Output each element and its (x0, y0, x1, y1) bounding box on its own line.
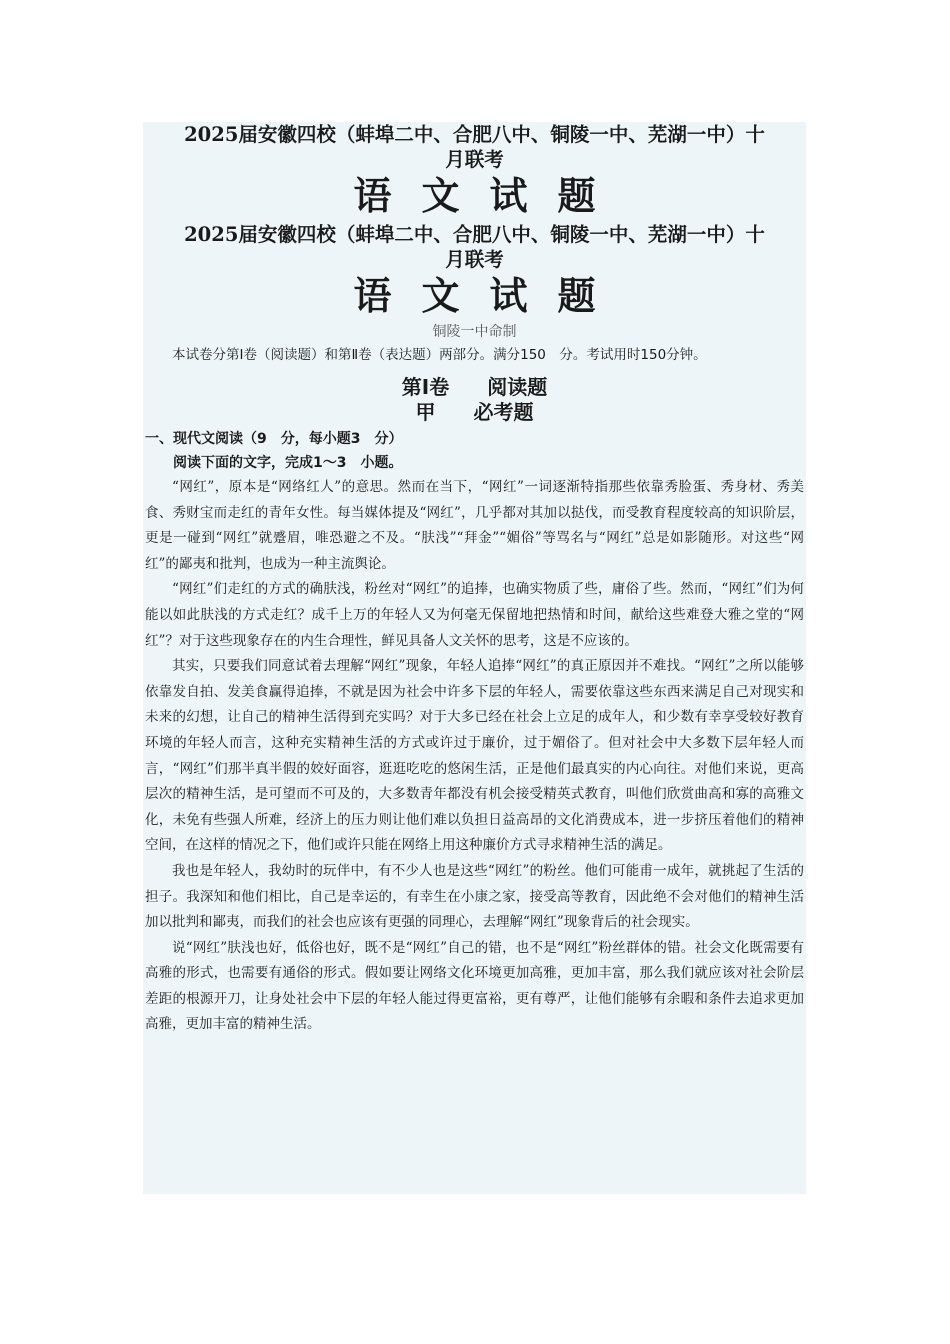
exam-intro: 本试卷分第Ⅰ卷（阅读题）和第Ⅱ卷（表达题）两部分。满分150 分。考试用时150分钟。 (172, 347, 707, 363)
volume-name: 阅读题 (487, 375, 548, 399)
volume-heading (145, 375, 804, 400)
passage-paragraph: 其实，只要我们同意试着去理解“网红”现象，年轻人追捧“网红”的真正原因并不难找。“网红”之所以能够依靠发自拍、发美食赢得追捧，不就是因为社会中许多下层的年轻人，需要依靠这些东西来满足自己对现实和未来的幻想，让自己的精神生活得到充实吗？对于大多已经在社会上立足的成年人，和少数有幸享受较好教育环境的年轻人而言，这种充实精神生活的方式或许过于廉价，过于媚俗了。但对社会中大多数下层年轻人而言，“网红”们那半真半假的姣好面容，逛逛吃吃的悠闲生活，正是他们最真实的内心向往。对他们来说，更高层次的精神生活，是可望而不可及的，大多数青年都没有机会接受精英式教育，叫他们欣赏曲高和寡的高雅文化，未免有些强人所难，经济上的压力则让他们难以负担日益高昂的文化消费成本，进一步挤压着他们的精神空间，在这样的情况之下，他们或许只能在网络上用这种廉价方式寻求精神生活的满足。 (145, 658, 804, 854)
exam-page (143, 122, 806, 1194)
exam-header-title-repeat-line2: 月联考 (445, 248, 504, 271)
passage-paragraph: “网红”们走红的方式的确肤浅，粉丝对“网红”的追捧，也确实物质了些，庸俗了些。然而，“网红”们为何能以如此肤浅的方式走红？成千上万的年轻人又为何毫无保留地把热情和时间，献给这些难登大雅之堂的“网红”？对于这些现象存在的内生合理性，鲜见具备人文关怀的思考，这是不应该的。 (145, 581, 804, 649)
subject-title: 语文试题 (353, 173, 626, 218)
question-heading: 一、现代文阅读（9 分，每小题3 分） (145, 431, 403, 447)
exam-header-title-line1: 2025届安徽四校（蚌埠二中、合肥八中、铜陵一中、芜湖一中）十 (184, 123, 765, 146)
exam-header-title-line2: 月联考 (445, 148, 504, 171)
volume-label: 第Ⅰ卷 (401, 375, 450, 399)
question-instruction: 阅读下面的文字，完成1～3 小题。 (173, 455, 403, 471)
part-heading (145, 400, 804, 425)
part-name: 必考题 (473, 400, 534, 424)
passage-paragraph: 说“网红”肤浅也好，低俗也好，既不是“网红”自己的错，也不是“网红”粉丝群体的错。社会文化既需要有高雅的形式，也需要有通俗的形式。假如要让网络文化环境更加高雅，更加丰富，那么我们就应该对社会阶层差距的根源开刀，让身处社会中下层的年轻人能过得更富裕，更有尊严，让他们能够有余暇和条件去追求更加高雅，更加丰富的精神生活。 (145, 939, 804, 1033)
subject-title-repeat: 语文试题 (353, 273, 626, 318)
part-label: 甲 (415, 400, 436, 424)
exam-header-title-repeat-line1: 2025届安徽四校（蚌埠二中、合肥八中、铜陵一中、芜湖一中）十 (184, 223, 765, 246)
passage-paragraph: 我也是年轻人，我幼时的玩伴中，有不少人也是这些“网红”的粉丝。他们可能甫一成年，就挑起了生活的担子。我深知和他们相比，自己是幸运的，有幸生在小康之家，接受高等教育，因此绝不会对他们的精神生活加以批判和鄙夷，而我们的社会也应该有更强的同理心，去理解“网红”现象背后的社会现实。 (145, 862, 804, 931)
passage-paragraph: “网红”，原本是“网络红人”的意思。然而在当下，“网红”一词逐渐特指那些依靠秀脸蛋、秀身材、秀美食、秀财宝而走红的青年女性。每当媒体提及“网红”，几乎都对其加以挞伐，而受教育程度较高的知识阶层，更是一碰到“网红”就蹙眉，唯恐避之不及。“肤浅”“拜金”“媚俗”等骂名与“网红”总是如影随形。对这些“网红”的鄙夷和批判，也成为一种主流舆论。 (145, 479, 804, 572)
exam-maker: 铜陵一中命制 (432, 324, 517, 340)
